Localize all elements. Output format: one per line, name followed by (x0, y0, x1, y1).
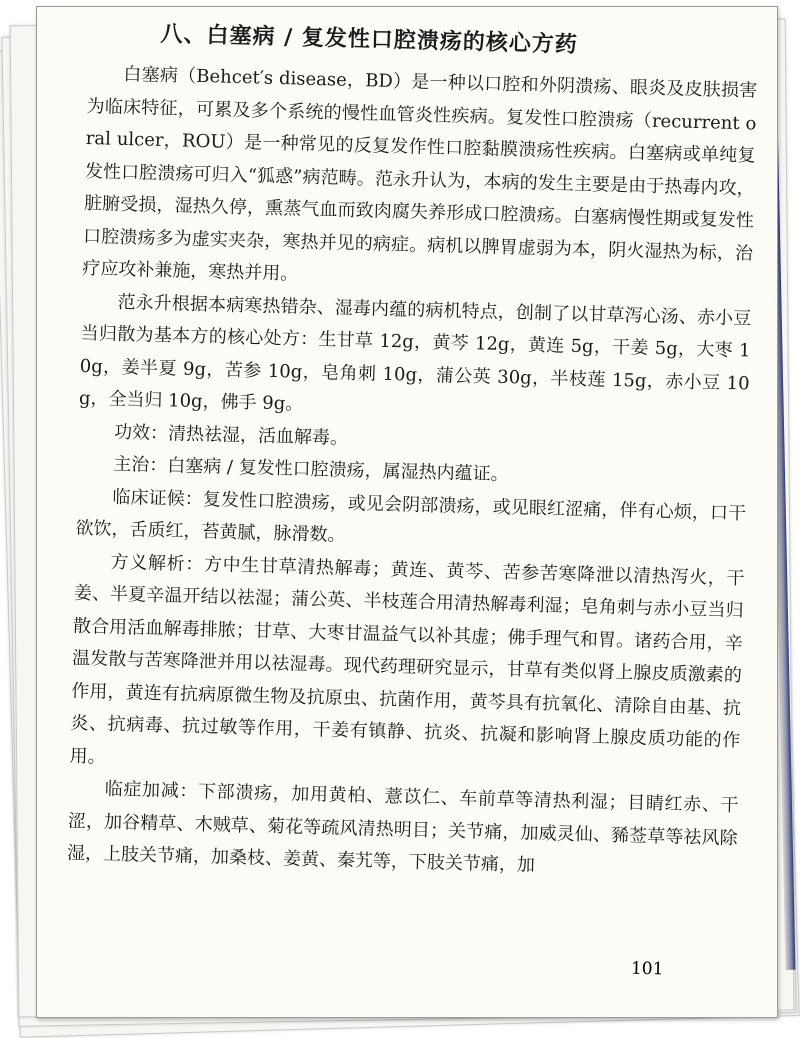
section-heading: 八、白塞病 / 复发性口腔溃疡的核心方药 (160, 21, 579, 58)
paragraph-intro: 白塞病（Behcet′s disease，BD）是一种以口腔和外阴溃疡、眼炎及皮肤损害为临床特征，可累及多个系统的慢性血管炎性疾病。复发性口腔溃疡（recurrent oral ulcer，ROU）是一种常见的反复发作性口腔黏膜溃疡性疾病。白塞病或单纯复发性口腔溃疡可归入“狐惑”病范畴。范永升认为，本病的发生主要是由于热毒内攻，脏腑受损，湿热久停，熏蒸气血而致肉腐失养形成口腔溃疡。白塞病慢性期或复发性口腔溃疡多为虚实夹杂，寒热并见的病症。病机以脾胃虚弱为本，阴火湿热为标，治疗应攻补兼施，寒热并用。 (82, 63, 758, 285)
body-text (67, 58, 758, 888)
paragraph-efficacy: 功效：清热祛湿，活血解毒。 (113, 421, 349, 449)
page-content (67, 15, 759, 888)
paragraph-indication: 主治：白塞病 / 复发性口腔溃疡，属湿热内蕴证。 (112, 453, 509, 486)
page-number: 101 (630, 958, 664, 980)
book-page (36, 6, 778, 1018)
paragraph-formula-analysis: 方义解析：方中生甘草清热解毒；黄连、黄芩、苦参苦寒降泄以清热泻火，干姜、半夏辛温开结以祛湿；蒲公英、半枝莲合用清热解毒利湿；皂角刺与赤小豆当归散合用活血解毒排脓；甘草、大枣甘温益气以补其虚；佛手理气和胃。诸药合用，辛温发散与苦寒降泄并用以祛湿毒。现代药理研究显示，甘草有类似肾上腺皮质激素的作用，黄连有抗病原微生物及抗原虫、抗菌作用，黄芩具有抗氧化、清除自由基、抗炎、抗病毒、抗过敏等作用，干姜有镇静、抗炎、抗凝和影响肾上腺皮质功能的作用。 (69, 551, 745, 768)
paragraph-modifications: 临症加减：下部溃疡，加用黄柏、薏苡仁、车前草等清热利湿；目睛红赤、干涩，加谷精草、木贼草、菊花等疏风清热明目；关节痛，加威灵仙、豨莶草等祛风除湿，上肢关节痛，加桑枝、姜黄、秦艽等，下肢关节痛，加 (66, 778, 739, 876)
paragraph-clinical-symptoms: 临床证候：复发性口腔溃疡，或见会阴部溃疡，或见眼红涩痛，伴有心烦，口干欲饮，舌质红，苔黄腻，脉滑数。 (75, 486, 747, 546)
paragraph-core-prescription: 范永升根据本病寒热错杂、湿毒内蕴的病机特点，创制了以甘草泻心汤、赤小豆当归散为基本方的核心处方：生甘草 12g，黄芩 12g，黄连 5g，干姜 5g，大枣 10g，姜半夏 9g，苦参 10g，皂角刺 10g，蒲公英 30g，半枝莲 15g，赤小豆 10g，全当归 10g，佛手 9g。 (78, 291, 752, 415)
